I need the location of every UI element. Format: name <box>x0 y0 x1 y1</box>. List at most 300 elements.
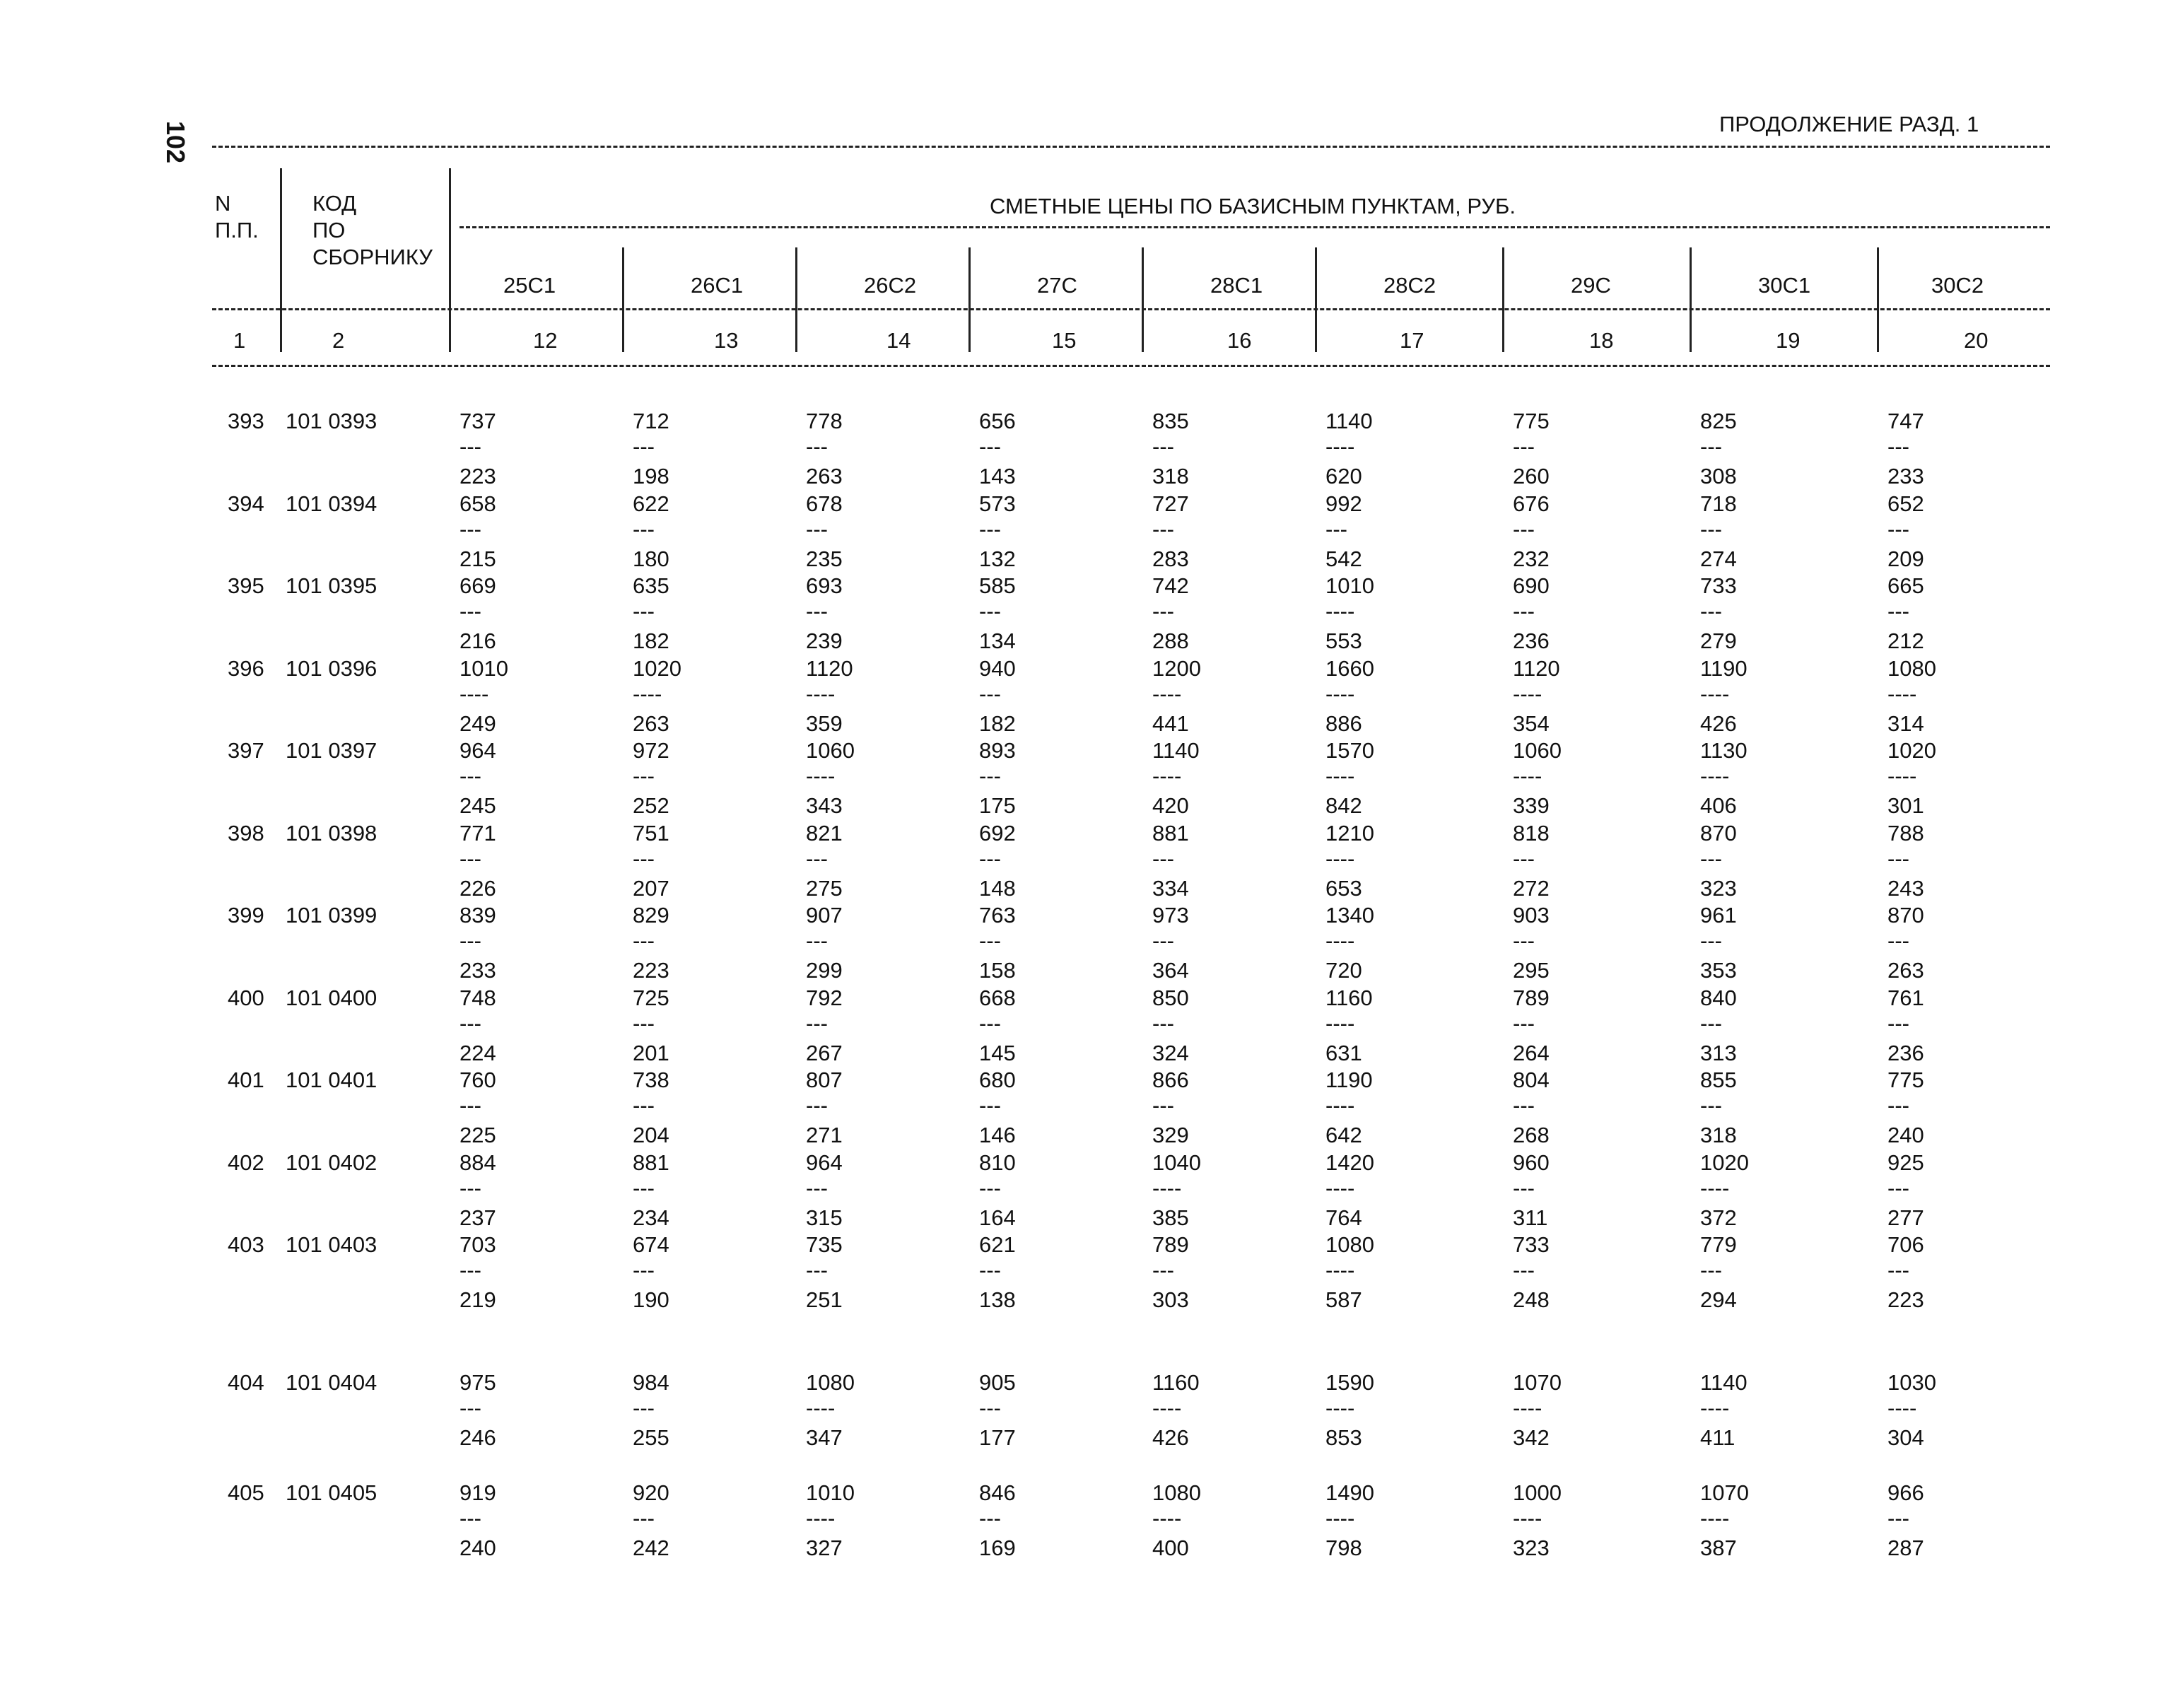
fraction-bar: ---- <box>1152 1506 1182 1531</box>
value-top: 1160 <box>1152 1370 1200 1395</box>
value-bottom: 243 <box>1887 875 1924 901</box>
fraction-bar: --- <box>806 1258 828 1282</box>
value-bottom: 288 <box>1152 628 1189 653</box>
value-top: 760 <box>459 1068 496 1092</box>
value-top: 665 <box>1887 573 1924 598</box>
value-top: 893 <box>979 738 1016 763</box>
fraction-bar: --- <box>1887 1093 1909 1118</box>
fraction-bar: --- <box>1513 846 1535 871</box>
fraction-bar: ---- <box>806 681 836 706</box>
column-number: 1 <box>233 328 246 353</box>
value-top: 810 <box>979 1150 1016 1175</box>
value-bottom: 236 <box>1513 628 1550 653</box>
value-bottom: 255 <box>633 1425 669 1450</box>
value-top: 733 <box>1513 1232 1550 1257</box>
fraction-bar: ---- <box>1152 1175 1182 1200</box>
value-bottom: 201 <box>633 1040 669 1065</box>
column-number: 17 <box>1400 328 1424 353</box>
fraction-bar: --- <box>633 1175 655 1200</box>
running-header: ПРОДОЛЖЕНИЕ РАЗД. 1 <box>1719 112 1979 136</box>
value-bottom: 364 <box>1152 958 1189 983</box>
fraction-bar: --- <box>1700 434 1722 459</box>
row-code: 101 0398 <box>286 820 377 846</box>
fraction-bar: ---- <box>1325 1506 1355 1531</box>
fraction-bar: --- <box>1152 1093 1174 1118</box>
value-top: 778 <box>806 409 843 433</box>
value-top: 674 <box>633 1232 669 1257</box>
value-top: 829 <box>633 903 669 928</box>
fraction-bar: ---- <box>459 681 489 706</box>
value-bottom: 233 <box>1887 464 1924 489</box>
value-top: 1010 <box>806 1480 855 1505</box>
value-bottom: 354 <box>1513 710 1550 736</box>
value-top: 884 <box>459 1150 496 1175</box>
fraction-bar: --- <box>806 599 828 624</box>
value-bottom: 271 <box>806 1123 843 1147</box>
value-bottom: 287 <box>1887 1536 1924 1560</box>
value-bottom: 406 <box>1700 793 1737 818</box>
value-top: 1020 <box>1700 1150 1749 1175</box>
fraction-bar: --- <box>1513 1175 1535 1200</box>
value-bottom: 164 <box>979 1205 1016 1230</box>
value-top: 718 <box>1700 491 1737 516</box>
fraction-bar: ---- <box>1325 1093 1355 1118</box>
value-top: 669 <box>459 573 496 598</box>
fraction-bar: ---- <box>1325 1396 1355 1420</box>
value-top: 668 <box>979 985 1016 1010</box>
header-rule-top <box>212 146 2050 148</box>
fraction-bar: --- <box>979 434 1001 459</box>
value-bottom: 180 <box>633 546 669 571</box>
value-bottom: 212 <box>1887 628 1924 653</box>
value-top: 821 <box>806 820 843 846</box>
fraction-bar: ---- <box>806 1506 836 1531</box>
value-bottom: 314 <box>1887 710 1924 736</box>
value-top: 725 <box>633 985 669 1010</box>
value-bottom: 223 <box>633 958 669 983</box>
fraction-bar: --- <box>1887 516 1909 542</box>
column-number: 19 <box>1776 328 1801 353</box>
value-bottom: 426 <box>1700 710 1737 736</box>
value-bottom: 323 <box>1700 875 1737 901</box>
value-bottom: 853 <box>1325 1425 1362 1450</box>
fraction-bar: --- <box>979 1010 1001 1036</box>
row-number: 397 <box>228 738 264 763</box>
value-top: 727 <box>1152 491 1189 516</box>
value-top: 775 <box>1513 409 1550 433</box>
value-top: 881 <box>1152 820 1189 846</box>
fraction-bar: ---- <box>1887 764 1917 788</box>
value-bottom: 242 <box>633 1536 669 1560</box>
value-top: 1040 <box>1152 1150 1201 1175</box>
fraction-bar: --- <box>979 1258 1001 1282</box>
fraction-bar: --- <box>633 928 655 953</box>
value-bottom: 225 <box>459 1123 496 1147</box>
value-top: 742 <box>1152 573 1189 598</box>
fraction-bar: --- <box>633 516 655 542</box>
header-col-n-line1: N <box>215 191 231 216</box>
fraction-bar: ---- <box>1700 681 1730 706</box>
value-top: 825 <box>1700 409 1737 433</box>
value-top: 855 <box>1700 1068 1737 1092</box>
value-bottom: 353 <box>1700 958 1737 983</box>
header-rule-group <box>459 226 2050 228</box>
row-code: 101 0402 <box>286 1150 377 1175</box>
value-bottom: 313 <box>1700 1040 1737 1065</box>
header-rule-bottom <box>212 365 2050 367</box>
value-top: 735 <box>806 1232 843 1257</box>
fraction-bar: ---- <box>1513 1396 1542 1420</box>
fraction-bar: ---- <box>1700 764 1730 788</box>
fraction-bar: ---- <box>1325 928 1355 953</box>
fraction-bar: ---- <box>1152 1396 1182 1420</box>
value-bottom: 400 <box>1152 1536 1189 1560</box>
row-code: 101 0399 <box>286 903 377 928</box>
row-number: 399 <box>228 903 264 928</box>
row-number: 393 <box>228 409 264 433</box>
fraction-bar: --- <box>1700 516 1722 542</box>
value-bottom: 146 <box>979 1123 1016 1147</box>
value-top: 1080 <box>1325 1232 1374 1257</box>
value-top: 738 <box>633 1068 669 1092</box>
value-top: 1030 <box>1887 1370 1936 1395</box>
value-bottom: 236 <box>1887 1040 1924 1065</box>
value-bottom: 372 <box>1700 1205 1737 1230</box>
value-top: 771 <box>459 820 496 846</box>
row-code: 101 0396 <box>286 655 377 681</box>
value-top: 919 <box>459 1480 496 1505</box>
fraction-bar: --- <box>806 928 828 953</box>
value-bottom: 249 <box>459 710 496 736</box>
value-top: 1190 <box>1700 655 1748 681</box>
value-top: 1020 <box>633 655 681 681</box>
fraction-bar: --- <box>1513 1010 1535 1036</box>
value-bottom: 359 <box>806 710 843 736</box>
value-bottom: 177 <box>979 1425 1016 1450</box>
value-top: 818 <box>1513 820 1550 846</box>
row-code: 101 0405 <box>286 1480 377 1505</box>
fraction-bar: --- <box>979 681 1001 706</box>
point-label: 26С1 <box>691 273 744 298</box>
value-top: 747 <box>1887 409 1924 433</box>
fraction-bar: --- <box>459 599 481 624</box>
value-bottom: 311 <box>1513 1205 1548 1230</box>
value-top: 807 <box>806 1068 843 1092</box>
fraction-bar: --- <box>979 1506 1001 1531</box>
value-top: 840 <box>1700 985 1737 1010</box>
value-top: 804 <box>1513 1068 1550 1092</box>
point-label: 29С <box>1571 273 1611 298</box>
value-top: 1420 <box>1325 1150 1374 1175</box>
fraction-bar: --- <box>459 516 481 542</box>
value-bottom: 234 <box>633 1205 669 1230</box>
column-number: 15 <box>1052 328 1077 353</box>
value-bottom: 553 <box>1325 628 1362 653</box>
fraction-bar: --- <box>1887 1175 1909 1200</box>
value-bottom: 143 <box>979 464 1016 489</box>
fraction-bar: --- <box>1887 846 1909 871</box>
value-bottom: 329 <box>1152 1123 1189 1147</box>
value-top: 903 <box>1513 903 1550 928</box>
value-bottom: 263 <box>806 464 843 489</box>
value-top: 839 <box>459 903 496 928</box>
value-top: 1140 <box>1325 409 1373 433</box>
value-top: 635 <box>633 573 669 598</box>
value-bottom: 426 <box>1152 1425 1189 1450</box>
value-top: 1140 <box>1700 1370 1748 1395</box>
value-bottom: 216 <box>459 628 496 653</box>
fraction-bar: ---- <box>633 681 662 706</box>
row-number: 403 <box>228 1232 264 1257</box>
value-bottom: 886 <box>1325 710 1362 736</box>
value-bottom: 158 <box>979 958 1016 983</box>
fraction-bar: --- <box>633 599 655 624</box>
fraction-bar: --- <box>459 1258 481 1282</box>
fraction-bar: --- <box>1700 1258 1722 1282</box>
value-bottom: 620 <box>1325 464 1362 489</box>
fraction-bar: --- <box>1325 516 1347 542</box>
value-bottom: 653 <box>1325 875 1362 901</box>
row-code: 101 0397 <box>286 738 377 763</box>
fraction-bar: --- <box>459 928 481 953</box>
value-bottom: 387 <box>1700 1536 1737 1560</box>
fraction-bar: --- <box>1513 599 1535 624</box>
fraction-bar: --- <box>633 1258 655 1282</box>
value-bottom: 198 <box>633 464 669 489</box>
value-top: 737 <box>459 409 496 433</box>
value-top: 585 <box>979 573 1016 598</box>
fraction-bar: --- <box>633 846 655 871</box>
fraction-bar: ---- <box>1513 1506 1542 1531</box>
fraction-bar: --- <box>979 516 1001 542</box>
fraction-bar: --- <box>1513 516 1535 542</box>
value-top: 1120 <box>806 655 853 681</box>
value-top: 1080 <box>1887 655 1936 681</box>
fraction-bar: --- <box>1887 1506 1909 1531</box>
fraction-bar: --- <box>1152 434 1174 459</box>
column-number: 12 <box>533 328 558 353</box>
value-bottom: 224 <box>459 1040 496 1065</box>
value-top: 1140 <box>1152 738 1200 763</box>
value-bottom: 267 <box>806 1040 843 1065</box>
value-bottom: 304 <box>1887 1425 1924 1450</box>
row-code: 101 0393 <box>286 409 377 433</box>
value-top: 1010 <box>459 655 508 681</box>
fraction-bar: --- <box>1887 599 1909 624</box>
fraction-bar: ---- <box>1325 1258 1355 1282</box>
value-bottom: 248 <box>1513 1287 1550 1312</box>
value-bottom: 215 <box>459 546 496 571</box>
point-label: 28С1 <box>1210 273 1263 298</box>
row-number: 398 <box>228 820 264 846</box>
value-top: 961 <box>1700 903 1737 928</box>
row-number: 394 <box>228 491 264 516</box>
value-bottom: 420 <box>1152 793 1189 818</box>
fraction-bar: --- <box>1887 928 1909 953</box>
value-top: 779 <box>1700 1232 1737 1257</box>
row-number: 401 <box>228 1068 264 1092</box>
point-label: 25С1 <box>503 273 556 298</box>
value-top: 1070 <box>1700 1480 1749 1505</box>
value-top: 652 <box>1887 491 1924 516</box>
fraction-bar: ---- <box>1887 1396 1917 1420</box>
row-code: 101 0404 <box>286 1370 377 1395</box>
value-top: 850 <box>1152 985 1189 1010</box>
fraction-bar: --- <box>979 599 1001 624</box>
row-code: 101 0400 <box>286 985 377 1010</box>
value-bottom: 268 <box>1513 1123 1550 1147</box>
fraction-bar: ---- <box>1700 1175 1730 1200</box>
value-bottom: 219 <box>459 1287 496 1312</box>
value-top: 866 <box>1152 1068 1189 1092</box>
value-bottom: 301 <box>1887 793 1924 818</box>
value-bottom: 175 <box>979 793 1016 818</box>
value-bottom: 327 <box>806 1536 843 1560</box>
fraction-bar: --- <box>1700 599 1722 624</box>
fraction-bar: --- <box>979 1175 1001 1200</box>
column-number: 13 <box>714 328 739 353</box>
value-bottom: 343 <box>806 793 843 818</box>
value-bottom: 283 <box>1152 546 1189 571</box>
value-bottom: 842 <box>1325 793 1362 818</box>
value-top: 1070 <box>1513 1370 1562 1395</box>
fraction-bar: --- <box>979 928 1001 953</box>
column-separator <box>1142 247 1144 352</box>
value-bottom: 182 <box>979 710 1016 736</box>
value-top: 966 <box>1887 1480 1924 1505</box>
value-bottom: 233 <box>459 958 496 983</box>
value-top: 693 <box>806 573 843 598</box>
fraction-bar: ---- <box>806 764 836 788</box>
value-top: 763 <box>979 903 1016 928</box>
fraction-bar: --- <box>459 1396 481 1420</box>
value-top: 1060 <box>1513 738 1562 763</box>
value-bottom: 263 <box>633 710 669 736</box>
value-bottom: 631 <box>1325 1040 1362 1065</box>
value-top: 1590 <box>1325 1370 1374 1395</box>
row-number: 396 <box>228 655 264 681</box>
value-top: 789 <box>1152 1232 1189 1257</box>
column-number: 2 <box>332 328 345 353</box>
value-bottom: 252 <box>633 793 669 818</box>
value-top: 706 <box>1887 1232 1924 1257</box>
value-top: 881 <box>633 1150 669 1175</box>
value-top: 761 <box>1887 985 1924 1010</box>
value-top: 733 <box>1700 573 1737 598</box>
value-bottom: 207 <box>633 875 669 901</box>
fraction-bar: ---- <box>1152 681 1182 706</box>
fraction-bar: ---- <box>1152 764 1182 788</box>
value-top: 973 <box>1152 903 1189 928</box>
fraction-bar: ---- <box>1325 434 1355 459</box>
fraction-bar: --- <box>1513 1093 1535 1118</box>
fraction-bar: ---- <box>806 1396 836 1420</box>
fraction-bar: --- <box>1700 928 1722 953</box>
value-bottom: 303 <box>1152 1287 1189 1312</box>
value-bottom: 275 <box>806 875 843 901</box>
row-code: 101 0395 <box>286 573 377 598</box>
header-col-code-line2: ПО <box>312 218 346 242</box>
value-top: 1490 <box>1325 1480 1374 1505</box>
column-separator <box>968 247 971 352</box>
value-top: 940 <box>979 655 1016 681</box>
value-top: 1130 <box>1700 738 1748 763</box>
value-bottom: 441 <box>1152 710 1189 736</box>
fraction-bar: ---- <box>1700 1506 1730 1531</box>
fraction-bar: --- <box>806 1010 828 1036</box>
value-top: 621 <box>979 1232 1016 1257</box>
value-top: 748 <box>459 985 496 1010</box>
value-bottom: 272 <box>1513 875 1550 901</box>
fraction-bar: --- <box>1152 1258 1174 1282</box>
page-number: 102 <box>161 120 191 164</box>
value-top: 788 <box>1887 820 1924 846</box>
value-bottom: 134 <box>979 628 1016 653</box>
value-bottom: 274 <box>1700 546 1737 571</box>
value-bottom: 542 <box>1325 546 1362 571</box>
fraction-bar: ---- <box>1325 1010 1355 1036</box>
fraction-bar: --- <box>1152 928 1174 953</box>
fraction-bar: ---- <box>1887 681 1917 706</box>
fraction-bar: --- <box>633 764 655 788</box>
fraction-bar: --- <box>806 1175 828 1200</box>
fraction-bar: --- <box>979 764 1001 788</box>
value-bottom: 279 <box>1700 628 1737 653</box>
header-col-code-line1: КОД <box>312 191 357 216</box>
value-bottom: 720 <box>1325 958 1362 983</box>
row-number: 405 <box>228 1480 264 1505</box>
column-separator <box>1690 247 1692 352</box>
value-bottom: 148 <box>979 875 1016 901</box>
fraction-bar: --- <box>979 846 1001 871</box>
value-top: 751 <box>633 820 669 846</box>
value-top: 1020 <box>1887 738 1936 763</box>
value-bottom: 245 <box>459 793 496 818</box>
value-bottom: 342 <box>1513 1425 1550 1450</box>
value-top: 680 <box>979 1068 1016 1092</box>
value-bottom: 132 <box>979 546 1016 571</box>
fraction-bar: --- <box>806 1093 828 1118</box>
row-code: 101 0401 <box>286 1068 377 1092</box>
fraction-bar: --- <box>459 434 481 459</box>
value-bottom: 798 <box>1325 1536 1362 1560</box>
fraction-bar: ---- <box>1325 599 1355 624</box>
fraction-bar: --- <box>1513 434 1535 459</box>
value-top: 925 <box>1887 1150 1924 1175</box>
fraction-bar: --- <box>633 1093 655 1118</box>
column-number: 20 <box>1964 328 1989 353</box>
value-bottom: 318 <box>1700 1123 1737 1147</box>
value-bottom: 190 <box>633 1287 669 1312</box>
point-label: 30С2 <box>1931 273 1984 298</box>
value-top: 656 <box>979 409 1016 433</box>
fraction-bar: --- <box>459 1010 481 1036</box>
value-bottom: 318 <box>1152 464 1189 489</box>
column-separator <box>1502 247 1504 352</box>
column-separator <box>1315 247 1317 352</box>
row-number: 400 <box>228 985 264 1010</box>
fraction-bar: --- <box>633 1506 655 1531</box>
value-bottom: 239 <box>806 628 843 653</box>
value-bottom: 235 <box>806 546 843 571</box>
fraction-bar: ---- <box>1700 1396 1730 1420</box>
fraction-bar: --- <box>979 1396 1001 1420</box>
value-bottom: 642 <box>1325 1123 1362 1147</box>
value-top: 1000 <box>1513 1480 1562 1505</box>
fraction-bar: ---- <box>1325 681 1355 706</box>
value-top: 975 <box>459 1370 496 1395</box>
value-top: 1080 <box>806 1370 855 1395</box>
